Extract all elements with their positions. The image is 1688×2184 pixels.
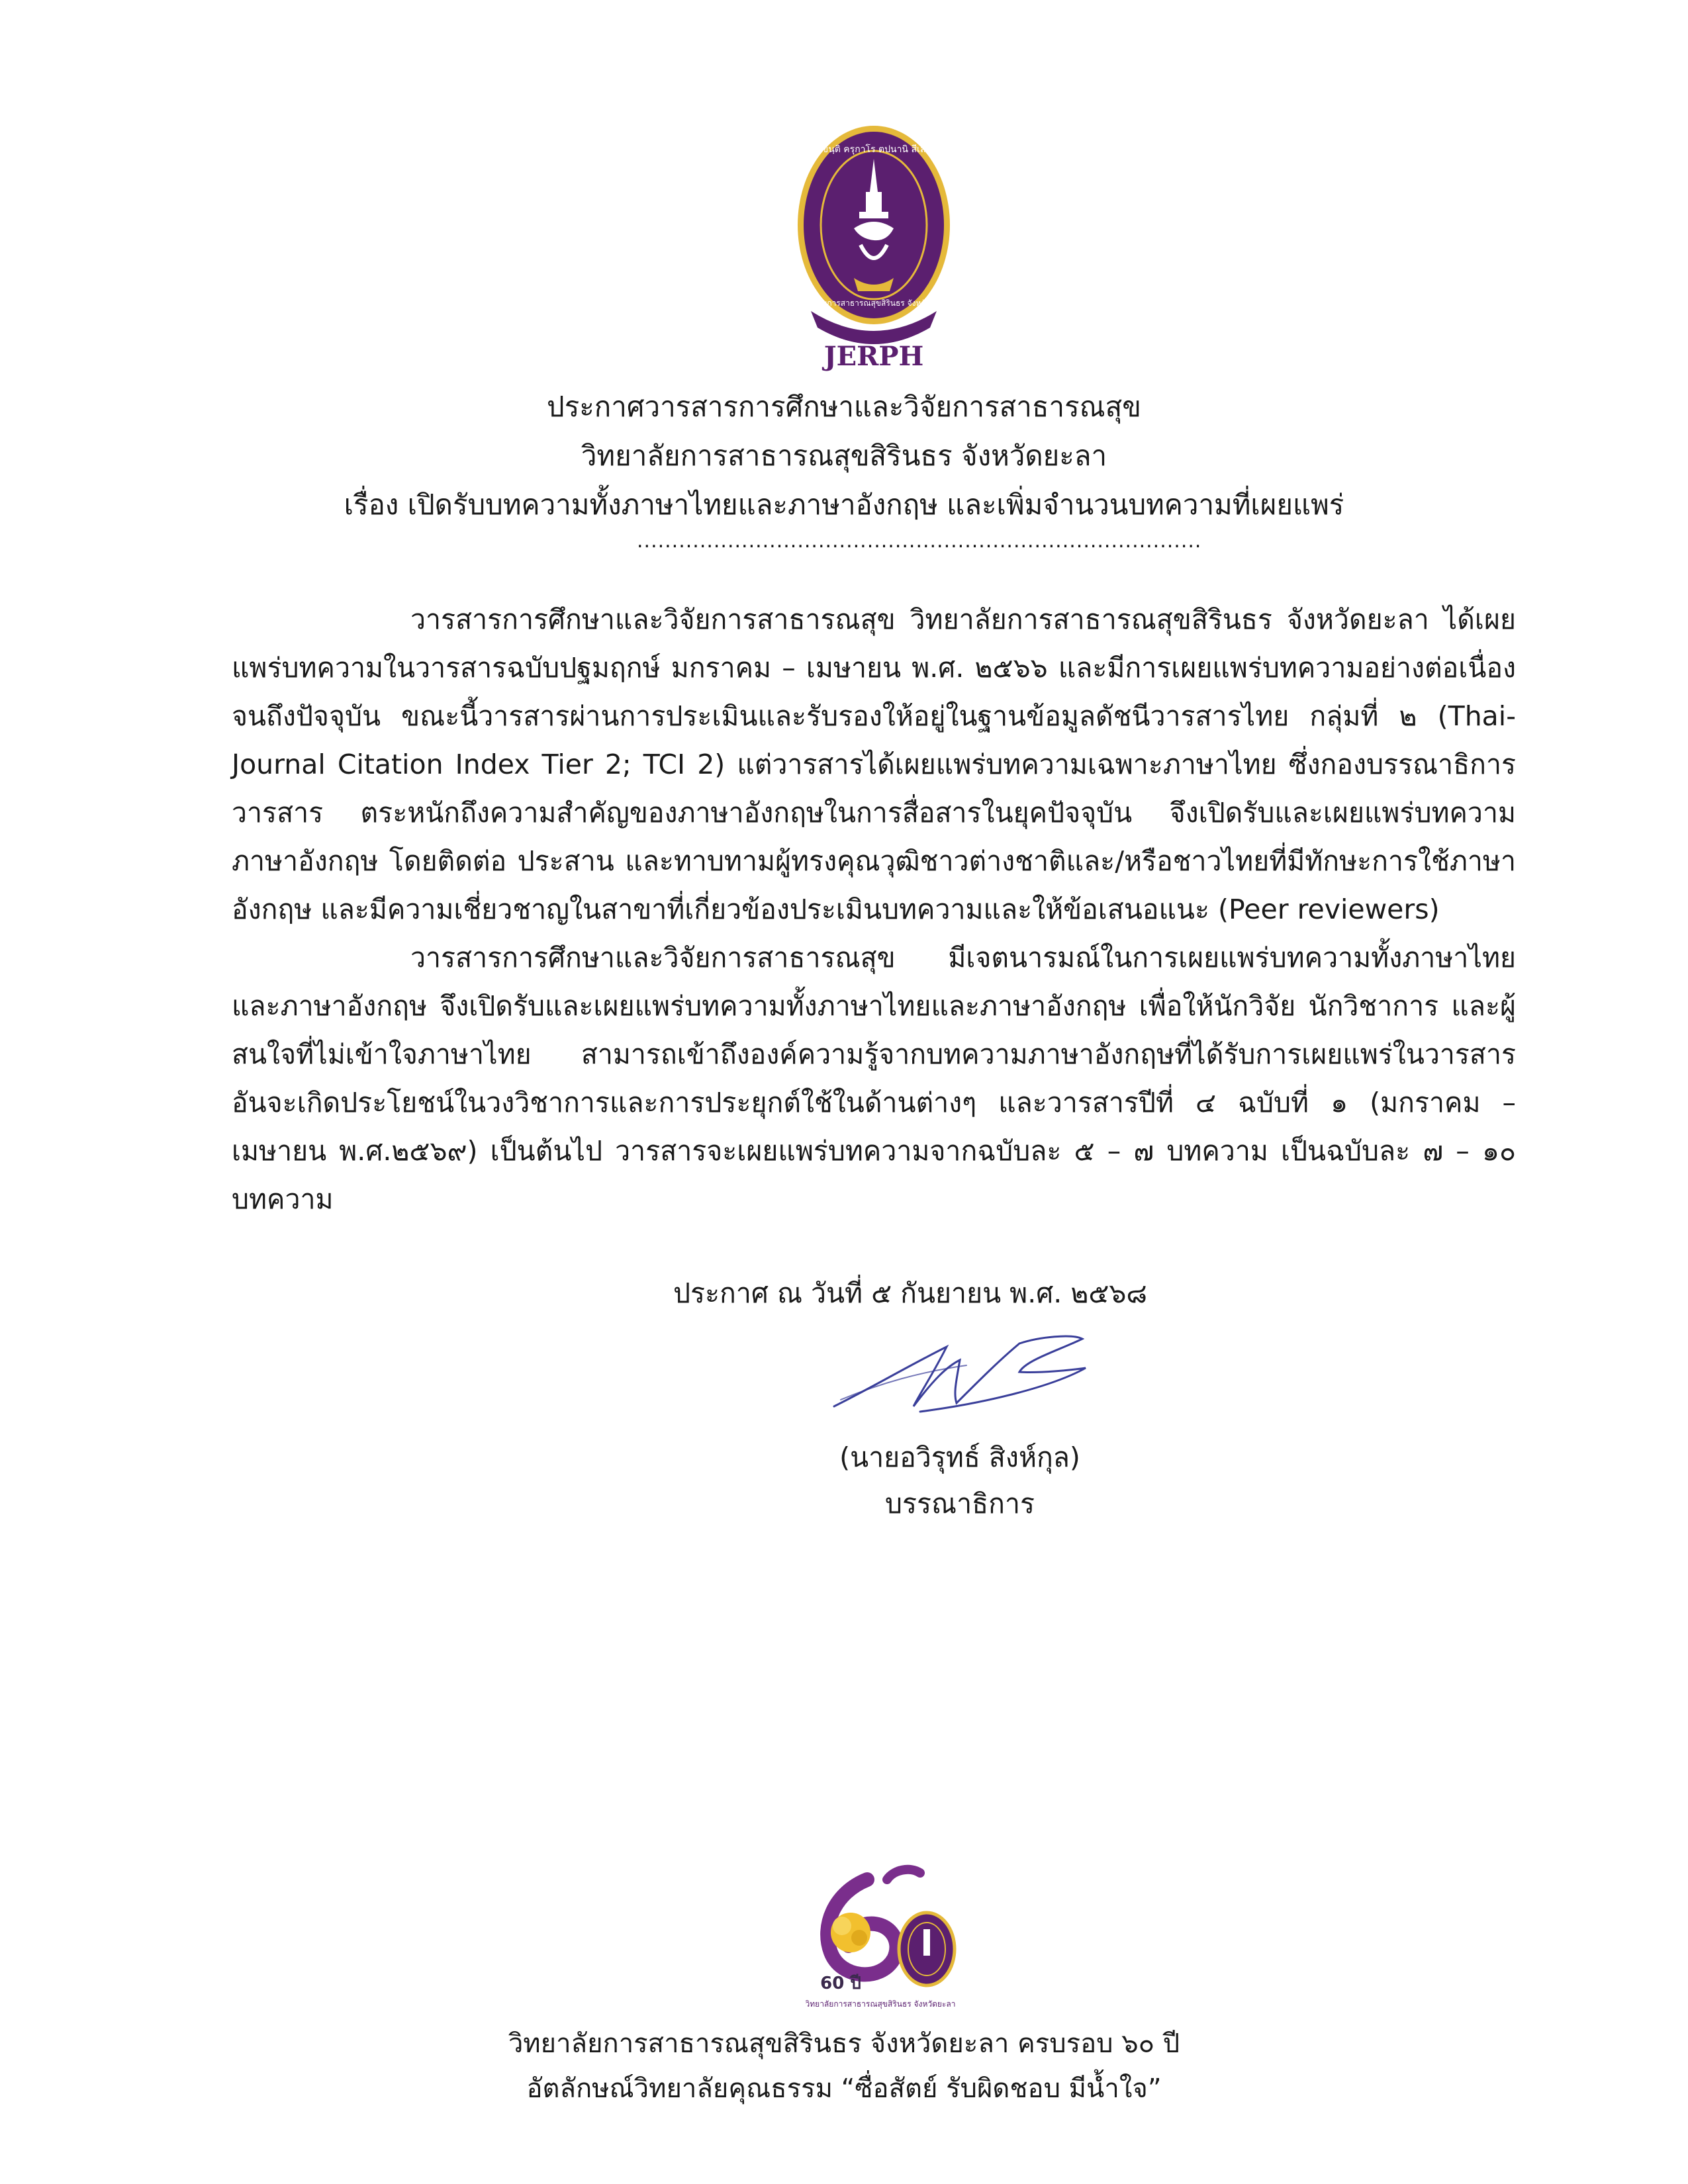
footer-identity-line: อัตลักษณ์วิทยาลัยคุณธรรม “ซื่อสัตย์ รับผิดชอบ มีน้ำใจ” [526, 2073, 1162, 2104]
jerph-logo [761, 93, 980, 371]
logo-bottom-text: วิทยาลัยการสาธารณสุขสิรินธร จังหวัดยะลา [798, 298, 949, 308]
anniversary-label: 60 ปี [820, 1974, 861, 1993]
announcement-title: ประกาศวารสารการศึกษาและวิจัยการสาธารณสุข [547, 390, 1141, 423]
announcement-subject: เรื่อง เปิดรับบทความทั้งภาษาไทยและภาษาอังกฤษ และเพิ่มจำนวนบทความที่เผยแพร่ [344, 488, 1344, 521]
body-paragraph-1: วารสารการศึกษาและวิจัยการสาธารณสุข วิทยาลัยการสาธารณสุขสิรินธร จังหวัดยะลา ได้เผยแพร่บทความในวารสารฉบับปฐมฤกษ์ มกราคม – เมษายน พ.ศ. ๒๕๖๖ และมีการเผยแพร่บทความอย่างต่อเนื่องจนถึงปัจจุบัน ขณะนี้วารสารผ่านการประเมินและรับรองให้อยู่ในฐานข้อมูลดัชนีวารสารไทย กลุ่มที่ ๒ (Thai-Journal Citation Index Tier 2; TCI 2) แต่วารสารได้เผยแพร่บทความเฉพาะภาษาไทย ซึ่งกองบรรณาธิการวารสาร ตระหนักถึงความสำคัญของภาษาอังกฤษในการสื่อสารในยุคปัจจุบัน จึงเปิดรับและเผยแพร่บทความภาษาอังกฤษ โดยติดต่อ ประสาน และทาบทามผู้ทรงคุณวุฒิชาวต่างชาติและ/หรือชาวไทยที่มีทักษะการใช้ภาษาอังกฤษ และมีความเชี่ยวชาญในสาขาที่เกี่ยวข้องประเมินบทความและให้ข้อเสนอแนะ (Peer reviewers) [232, 604, 1516, 925]
jerph-emblem-icon [761, 93, 980, 371]
footer-logo-caption: วิทยาลัยการสาธารณสุขสิรินธร จังหวัดยะลา [805, 1999, 956, 2009]
anniversary-60-icon [794, 1853, 966, 2012]
logo-ring-text: ขนฺติ ครุกาโร ตปนานิ สีเล [821, 144, 926, 155]
signature [821, 1320, 1105, 1433]
signature-icon [821, 1320, 1105, 1433]
signer-name: (นายอวิรุทธ์ สิงห์กุล) [839, 1441, 1080, 1473]
announcement-body [232, 596, 1516, 1224]
dotted-separator: ................................................................................. [637, 529, 1202, 553]
footer-anniversary-line: วิทยาลัยการสาธารณสุขสิรินธร จังหวัดยะลา ครบรอบ ๖๐ ปี [508, 2028, 1180, 2059]
anniversary-logo [794, 1853, 966, 2012]
college-name: วิทยาลัยการสาธารณสุขสิรินธร จังหวัดยะลา [581, 439, 1107, 472]
signer-title: บรรณาธิการ [884, 1488, 1035, 1520]
body-paragraph-2: วารสารการศึกษาและวิจัยการสาธารณสุข มีเจตนารมณ์ในการเผยแพร่บทความทั้งภาษาไทยและภาษาอังกฤษ จึงเปิดรับและเผยแพร่บทความทั้งภาษาไทยและภาษาอังกฤษ เพื่อให้นักวิจัย นักวิชาการ และผู้สนใจที่ไม่เข้าใจภาษาไทย สามารถเข้าถึงองค์ความรู้จากบทความภาษาอังกฤษที่ได้รับการเผยแพร่ในวารสาร อันจะเกิดประโยชน์ในวงวิชาการและการประยุกต์ใช้ในด้านต่างๆ และวารสารปีที่ ๔ ฉบับที่ ๑ (มกราคม – เมษายน พ.ศ.๒๕๖๙) เป็นต้นไป วารสารจะเผยแพร่บทความจากฉบับละ ๕ – ๗ บทความ เป็นฉบับละ ๗ – ๑๐ บทความ [232, 942, 1516, 1215]
logo-acronym: JERPH [823, 341, 924, 372]
announcement-date: ประกาศ ณ วันที่ ๕ กันยายน พ.ศ. ๒๕๖๘ [673, 1277, 1148, 1309]
